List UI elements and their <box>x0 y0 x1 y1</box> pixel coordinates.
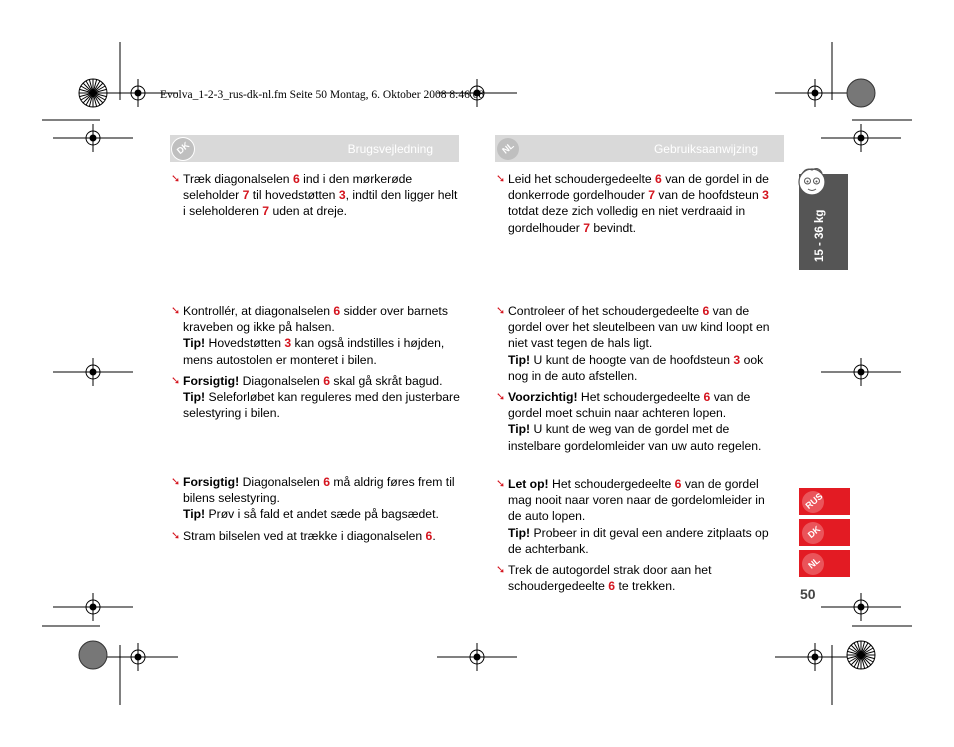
arrow-icon: ➘ <box>171 173 181 185</box>
gray-density-patch <box>79 641 107 669</box>
dk-badge-label: DK <box>174 139 192 157</box>
arrow-icon: ➘ <box>496 305 506 317</box>
page-number: 50 <box>800 586 816 602</box>
dk-step-4: ➘ Forsigtig! Diagonalselen 6 må aldrig føres frem til bilens selestyring. Tip! Prøv i så fald et andet sæde på bagsædet. ➘ Stram bilselen ved at trække i diagonalselen 6. <box>171 474 461 544</box>
sunburst-patch <box>847 641 875 669</box>
language-tab-label: RUS <box>803 491 825 511</box>
nl-step-5: ➘ Trek de autogordel strak door aan het schoudergedeelte 6 te trekken. <box>496 563 712 594</box>
nl-step-3: ➘ Voorzichtig! Het schoudergedeelte 6 van de gordel moet schuin naar achteren lopen. Tip! U kunt de weg van de gordel met de instelbare gordelomleider van uw auto regelen. <box>496 390 762 453</box>
dk-step-3: ➘ Forsigtig! Diagonalselen 6 skal gå skråt bagud. Tip! Seleforløbet kan reguleres med den justerbare selestyring i bilen. <box>171 373 460 421</box>
dk-step-5: ➘ Stram bilselen ved at trække i diagonalselen 6. <box>171 528 436 543</box>
dk-step-2: ➘ Kontrollér, at diagonalselen 6 sidder over barnets kraveben og ikke på halsen. Tip! Hovedstøtten 3 kan også indstilles i højden, mens autostolen er monteret i bilen. ➘ Forsigtig! Diagonalselen 6 skal gå skråt bagud. Tip! Seleforløbet kan reguleres med den justerbare selestyring i bilen. <box>171 304 460 421</box>
weight-range-label: 15 - 36 kg <box>814 209 826 262</box>
language-tab-label: DK <box>805 523 823 541</box>
arrow-icon: ➘ <box>171 374 181 387</box>
language-tab-nl[interactable] <box>799 550 850 577</box>
gray-density-patch <box>847 79 875 107</box>
file-info-line: Evolva_1-2-3_rus-dk-nl.fm Seite 50 Montag, 6. Oktober 2008 8:46 08 <box>160 89 485 101</box>
arrow-icon: ➘ <box>171 476 181 488</box>
child-face-icon <box>796 164 828 198</box>
language-tab-rus[interactable] <box>799 488 850 515</box>
arrow-icon: ➘ <box>496 564 506 577</box>
arrow-icon: ➘ <box>496 391 506 404</box>
language-tab-dk[interactable] <box>799 519 850 546</box>
dk-step-1: ➘ Træk diagonalselen 6 ind i den mørkerøde seleholder 7 til hovedstøtten 3, indtil den ligger helt i seleholderen 7 uden at dreje. <box>171 172 458 219</box>
nl-step-2: ➘ Controleer of het schoudergedeelte 6 van de gordel over het sleutelbeen van uw kind loopt en niet vast tegen de hals ligt. Tip! U kunt de hoogte van de hoofdsteun 3 ook nog in de auto afstellen. ➘ Voorzichtig! Het schoudergedeelte 6 van de gordel moet schuin naar achteren lopen. Tip! U kunt de weg van de gordel met de instelbare gordelomleider van uw auto regelen. <box>496 303 781 454</box>
arrow-icon: ➘ <box>496 173 506 185</box>
nl-badge-label: NL <box>500 140 516 156</box>
arrow-icon: ➘ <box>171 529 181 542</box>
nl-step-4: ➘ Let op! Het schoudergedeelte 6 van de gordel mag nooit naar voren naar de gordelomleider in de auto lopen. Tip! Probeer in dit geval een andere zitplaats op de achterbank. ➘ Trek de autogordel strak door aan het schoudergedeelte 6 te trekken. <box>496 476 776 594</box>
arrow-icon: ➘ <box>496 478 506 490</box>
arrow-icon: ➘ <box>171 305 181 317</box>
nl-section-header <box>495 135 784 162</box>
nl-step-1: ➘ Leid het schoudergedeelte 6 van de gordel in de donkerrode gordelhouder 7 van de hoofdsteun 3 totdat deze zich volledig en niet verdraaid in gordelhouder 7 bevindt. <box>496 172 769 235</box>
dk-section-title: Brugsvejledning <box>347 142 433 156</box>
language-tab-label: NL <box>806 555 822 571</box>
dk-section-header <box>170 135 459 162</box>
nl-section-title: Gebruiksaanwijzing <box>653 142 758 156</box>
sunburst-patch <box>79 79 107 107</box>
